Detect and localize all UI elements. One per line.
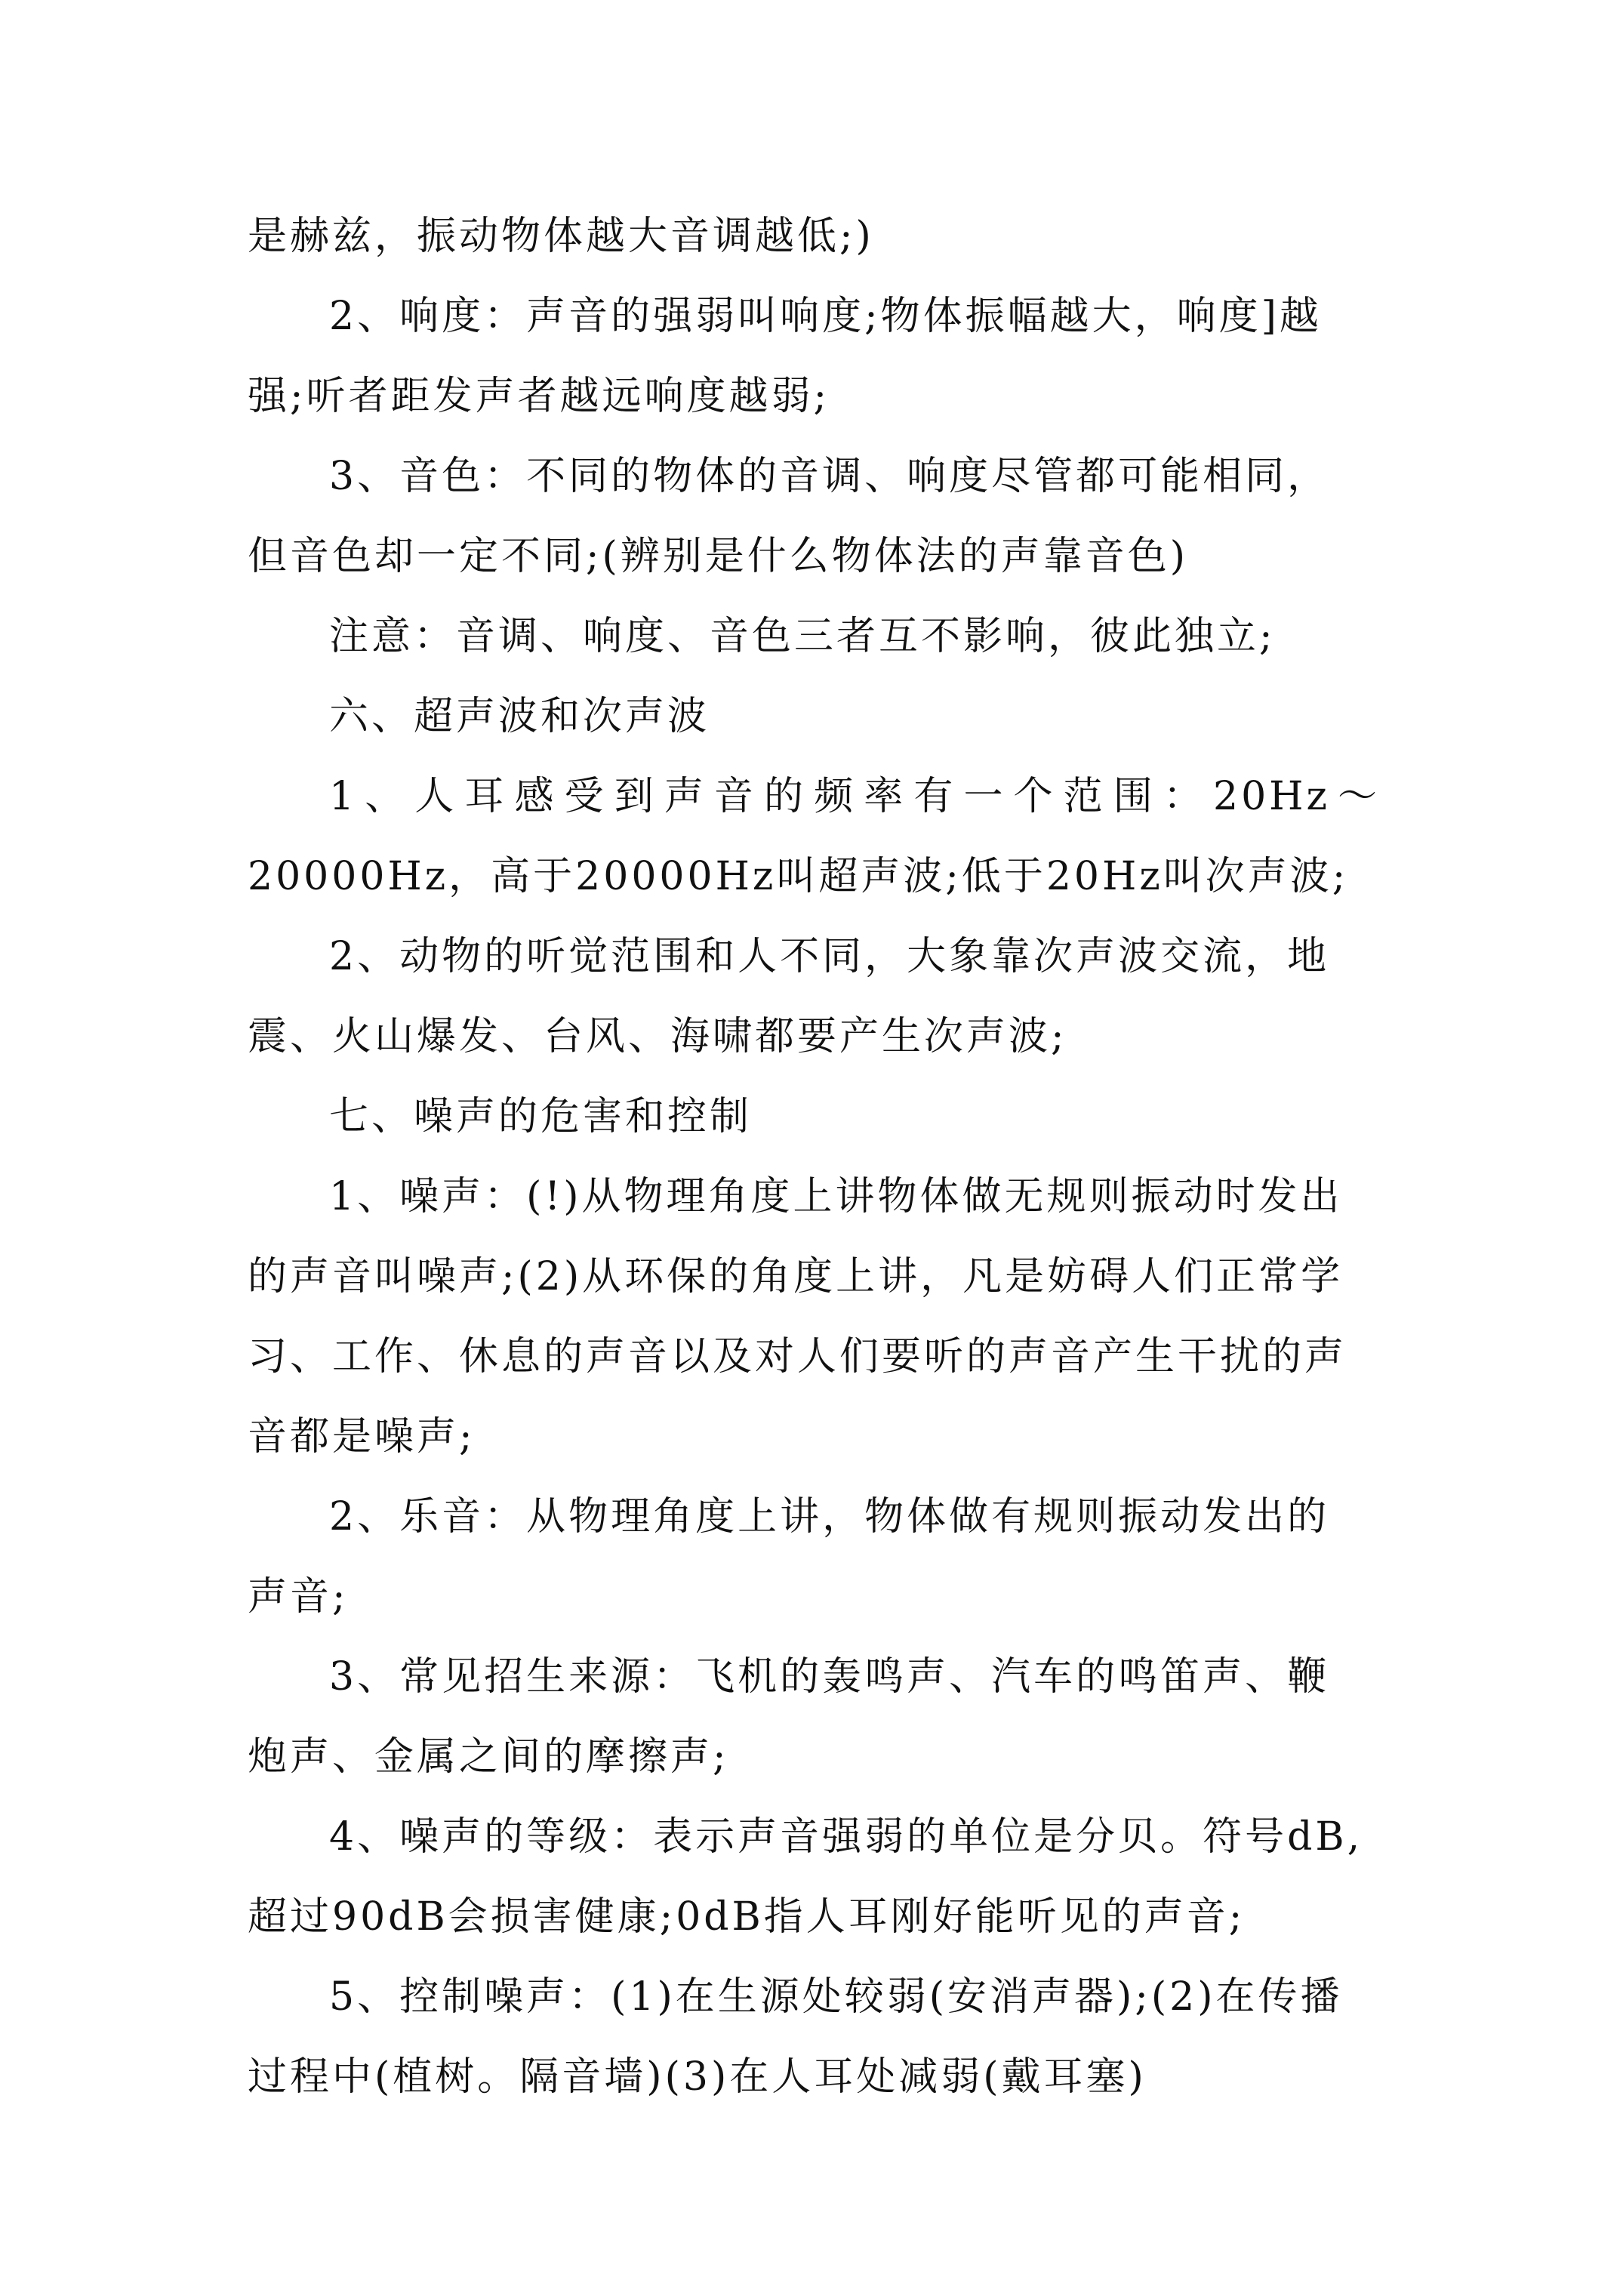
paragraph-line: 2、动物的听觉范围和人不同，大象靠次声波交流，地 xyxy=(329,934,1330,979)
paragraph-line: 20000Hz，高于20000Hz叫超声波;低于20Hz叫次声波; xyxy=(248,854,1349,899)
paragraph-line: 1、人耳感受到声音的频率有一个范围：20Hz～ xyxy=(329,774,1380,819)
paragraph-line: 是赫兹，振动物体越大音调越低;) xyxy=(248,214,874,259)
paragraph-line: 习、工作、休息的声音以及对人们要听的声音产生干扰的声 xyxy=(248,1334,1347,1379)
paragraph-line: 强;听者距发声者越远响度越弱; xyxy=(248,374,830,419)
section-heading: 六、超声波和次声波 xyxy=(329,694,710,739)
paragraph-line: 声音; xyxy=(248,1574,349,1620)
paragraph-line: 1、噪声：(!)从物理角度上讲物体做无规则振动时发出 xyxy=(329,1174,1343,1219)
section-heading: 七、噪声的危害和控制 xyxy=(329,1094,753,1139)
paragraph-line: 超过90dB会损害健康;0dB指人耳刚好能听见的声音; xyxy=(248,1894,1246,1940)
paragraph-line: 2、乐音：从物理角度上讲，物体做有规则振动发出的 xyxy=(329,1494,1330,1539)
paragraph-line: 注意：音调、响度、音色三者互不影响，彼此独立; xyxy=(329,614,1276,659)
paragraph-line: 5、控制噪声：(1)在生源处较弱(安消声器);(2)在传播 xyxy=(329,1974,1343,2020)
paragraph-line: 炮声、金属之间的摩擦声; xyxy=(248,1734,729,1780)
paragraph-line: 4、噪声的等级：表示声音强弱的单位是分贝。符号dB, xyxy=(329,1814,1363,1860)
paragraph-line: 的声音叫噪声;(2)从环保的角度上讲，凡是妨碍人们正常学 xyxy=(248,1254,1344,1299)
paragraph-line: 2、响度：声音的强弱叫响度;物体振幅越大，响度]越 xyxy=(329,294,1322,339)
paragraph-line: 3、常见招生来源：飞机的轰鸣声、汽车的鸣笛声、鞭 xyxy=(329,1654,1330,1700)
paragraph-line: 但音色却一定不同;(辨别是什么物体法的声靠音色) xyxy=(248,534,1189,579)
paragraph-line: 过程中(植树。隔音墙)(3)在人耳处减弱(戴耳塞) xyxy=(248,2054,1147,2100)
paragraph-line: 音都是噪声; xyxy=(248,1414,476,1459)
paragraph-line: 震、火山爆发、台风、海啸都要产生次声波; xyxy=(248,1014,1067,1059)
paragraph-line: 3、音色：不同的物体的音调、响度尽管都可能相同， xyxy=(329,454,1330,499)
document-body xyxy=(248,196,1380,2117)
